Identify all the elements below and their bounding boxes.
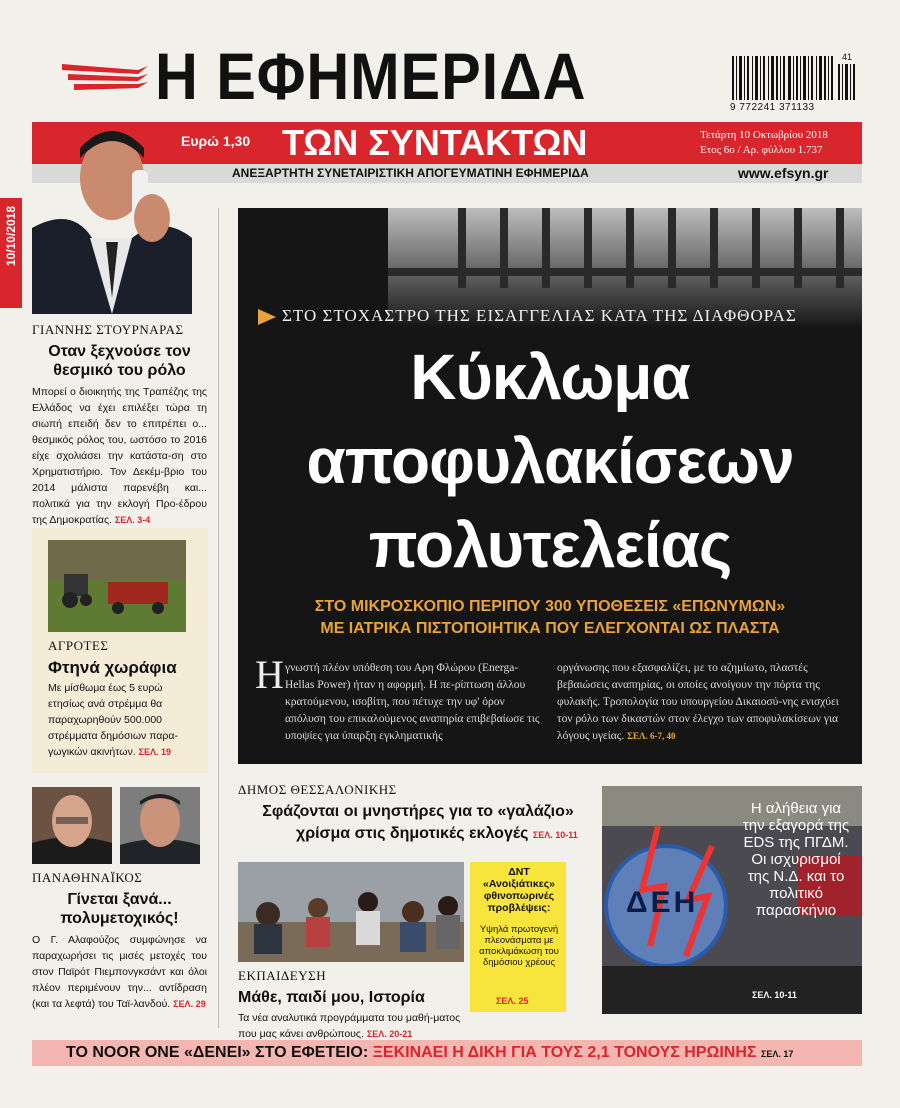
issue-date-block bbox=[700, 128, 828, 158]
column-divider bbox=[218, 208, 219, 1028]
thess-page: ΣΕΛ. 10-11 bbox=[532, 830, 578, 840]
barcode bbox=[730, 52, 860, 118]
hero-body-col2 bbox=[557, 660, 845, 745]
edu-page: ΣΕΛ. 20-21 bbox=[366, 1029, 413, 1039]
edu-body bbox=[238, 1010, 464, 1042]
edu-headline[interactable]: Μάθε, παιδί μου, Ιστορία bbox=[238, 989, 425, 1006]
hero-subhead-2: ΜΕ ΙΑΤΡΙΚΑ ΠΙΣΤΟΠΟΙΗΤΙΚΑ ΠΟΥ ΕΛΕΓΧΟΝΤΑΙ ΩΣ ΠΛΑΣΤΑ bbox=[320, 620, 780, 637]
story3-body-text: Ο Γ. Αλαφούζος συμφώνησε να παραχωρήσει τις μισές μετοχές του στον Παϊρότ Πιεμπονγκσάντ και όλοι πλέον περιμένουν την... αντίδραση (και τα λεφτά) του Ταϊ-λανδού. bbox=[32, 934, 207, 1010]
hero-overline: ΣΤΟ ΣΤΟΧΑΣΤΡΟ ΤΗΣ ΕΙΣΑΓΓΕΛΙΑΣ ΚΑΤΑ ΤΗΣ ΔΙΑΦΘΟΡΑΣ bbox=[282, 306, 797, 325]
piempongsant-photo bbox=[120, 787, 200, 864]
hero-dropcap: Η bbox=[255, 652, 284, 697]
deh-page: ΣΕΛ. 10-11 bbox=[752, 990, 797, 1000]
story1-headline[interactable]: Οταν ξεχνούσε τον θεσμικό του ρόλο bbox=[48, 343, 191, 379]
hero-page: ΣΕΛ. 6-7, 40 bbox=[627, 731, 676, 741]
hero-subhead-1: ΣΤΟ ΜΙΚΡΟΣΚΟΠΙΟ ΠΕΡΙΠΟΥ 300 ΥΠΟΘΕΣΕΙΣ «ΕΠΩΝΥΜΩΝ» bbox=[314, 598, 786, 615]
issue-number: Ετος 6ο / Αρ. φύλλου 1.737 bbox=[700, 144, 823, 156]
banner-part1: ΤΟ NOOR ONE «ΔΕΝΕΙ» ΣΤΟ ΕΦΕΤΕΙΟ: bbox=[66, 1044, 369, 1061]
story3-body bbox=[32, 932, 207, 1012]
story2-body bbox=[48, 680, 196, 760]
story2-body-text: Με μίσθωμα έως 5 ευρώ ετησίως ανά στρέμμα θα παραχωρηθούν 500.000 στρέμματα δημόσιων παρα-γωγικών ακινήτων. bbox=[48, 682, 178, 758]
story3-page: ΣΕΛ. 29 bbox=[173, 999, 206, 1009]
masthead-title: Η ΕΦΗΜΕΡΙΔΑ bbox=[155, 39, 587, 113]
issue-date: Τετάρτη 10 Οκτωβρίου 2018 bbox=[700, 129, 828, 141]
story1-kicker: ΓΙΑΝΝΗΣ ΣΤΟΥΡΝΑΡΑΣ bbox=[32, 322, 184, 337]
thess-kicker: ΔΗΜΟΣ ΘΕΣΣΑΛΟΝΙΚΗΣ bbox=[238, 782, 397, 797]
imf-body: Υψηλά πρωτογενή πλεονάσματα με αποκλιμάκωση του δημόσιου χρέους bbox=[479, 924, 559, 968]
stournaras-photo bbox=[32, 118, 192, 314]
tractor-photo bbox=[48, 540, 186, 632]
story1-page: ΣΕΛ. 3-4 bbox=[114, 515, 151, 525]
imf-page: ΣΕΛ. 25 bbox=[496, 996, 529, 1006]
website-link[interactable]: www.efsyn.gr bbox=[738, 165, 829, 181]
story2-page: ΣΕΛ. 19 bbox=[138, 747, 171, 757]
story3-headline[interactable]: Γίνεται ξανά... πολυμετοχικός! bbox=[60, 891, 179, 927]
story1-body bbox=[32, 384, 207, 528]
hero-body-col1: γνωστή πλέον υπόθεση του Αρη Φλώρου (Energa-Hellas Power) ήταν η αφορμή. Η πε-ρίπτωση άλλου κρατούμενου, ισοβίτη, που πέτυχε την υφ' όρον απόλυση του επικαλούμενος αναπηρία επιβεβαίωσε τις υποψίες για ύπαρξη εγκληματικής bbox=[285, 662, 540, 742]
story2-headline[interactable]: Φτηνά χωράφια bbox=[48, 658, 177, 677]
imf-headline[interactable]: ΔΝΤ «Ανοιξιάτικες» φθινοπωρινές προβλέψεις: bbox=[483, 866, 555, 914]
deh-logo-text: ΔΕΗ bbox=[626, 886, 699, 919]
hero-headline-line2[interactable]: αποφυλακίσεων bbox=[306, 425, 794, 497]
price: Ευρώ 1,30 bbox=[181, 133, 251, 149]
banner-part2: ΞΕΚΙΝΑΕΙ Η ΔΙΚΗ ΓΙΑ ΤΟΥΣ 2,1 ΤΟΝΟΥΣ ΗΡΩΙΝΗΣ bbox=[372, 1044, 757, 1061]
side-date-text: 10/10/2018 bbox=[4, 206, 18, 267]
hero-body-col2-text: οργάνωσης που εξασφαλίζει, με το αζημίωτο, πλαστές βεβαιώσεις αναπηρίας, οι οποίες ανοίγουν την πόρτα της φυλακής. Τροπολογία του υπουργείου Δικαιοσύ-νης ενισχύει τον ρόλο των δικαστών στον έλεγχο των αποφυλακίσεων για λόγους υγείας. bbox=[557, 662, 839, 742]
thess-headline-1[interactable]: Σφάζονται οι μνηστήρες για το «γαλάζιο» bbox=[262, 803, 574, 820]
tagline: ΑΝΕΞΑΡΤΗΤΗ ΣΥΝΕΤΑΙΡΙΣΤΙΚΗ ΑΠΟΓΕΥΜΑΤΙΝΗ ΕΦΗΜΕΡΙΔΑ bbox=[232, 166, 589, 180]
edu-body-text: Τα νέα αναλυτικά προγράμματα του μαθή-ματος που μας κάνει ανθρώπους. bbox=[238, 1012, 461, 1040]
thess-headline-2-row bbox=[238, 824, 598, 845]
masthead-subtitle: ΤΩΝ ΣΥΝΤΑΚΤΩΝ bbox=[282, 122, 588, 163]
story1-body-text: Μπορεί ο διοικητής της Τραπέζης της Ελλάδος να έχει επιλέξει τώρα τη σιωπή επειδή δεν το επιτρέπει ο... θεσμικός ρόλος του, ωστόσο το 2016 είχε σχολιάσει την κατάστα-ση στο Χρηματιστήριο. Τον Δεκέμ-βριο του 2014 μάλιστα παρενέβη και... πολιτικά για την εκλογή Προ-έδρου της Δημοκρατίας. bbox=[32, 386, 207, 526]
classroom-photo bbox=[238, 862, 464, 962]
banner-page: ΣΕΛ. 17 bbox=[760, 1049, 794, 1059]
speed-lines-logo bbox=[62, 60, 148, 96]
deh-headline[interactable]: Η αλήθεια για την εξαγορά της EDS της ΠΓΔΜ. Οι ισχυρισμοί της Ν.Δ. και το πολιτικό παρασκήνιο bbox=[742, 800, 850, 919]
edu-kicker: ΕΚΠΑΙΔΕΥΣΗ bbox=[238, 968, 327, 983]
hero-headline-line3[interactable]: πολυτελείας bbox=[368, 509, 732, 581]
story3-kicker: ΠΑΝΑΘΗΝΑΪΚΟΣ bbox=[32, 870, 143, 885]
side-date-tab bbox=[0, 198, 22, 308]
play-arrow-icon bbox=[258, 309, 276, 325]
thess-headline-2[interactable]: χρίσμα στις δημοτικές εκλογές bbox=[296, 825, 529, 842]
alafouzos-photo bbox=[32, 787, 112, 864]
story2-kicker: ΑΓΡΟΤΕΣ bbox=[48, 638, 109, 653]
bottom-banner-text[interactable] bbox=[66, 1044, 793, 1062]
barcode-number: 9 772241 371133 bbox=[730, 102, 815, 113]
hero-headline-line1[interactable]: Κύκλωμα bbox=[410, 341, 690, 413]
barcode-code: 41 bbox=[842, 52, 853, 62]
